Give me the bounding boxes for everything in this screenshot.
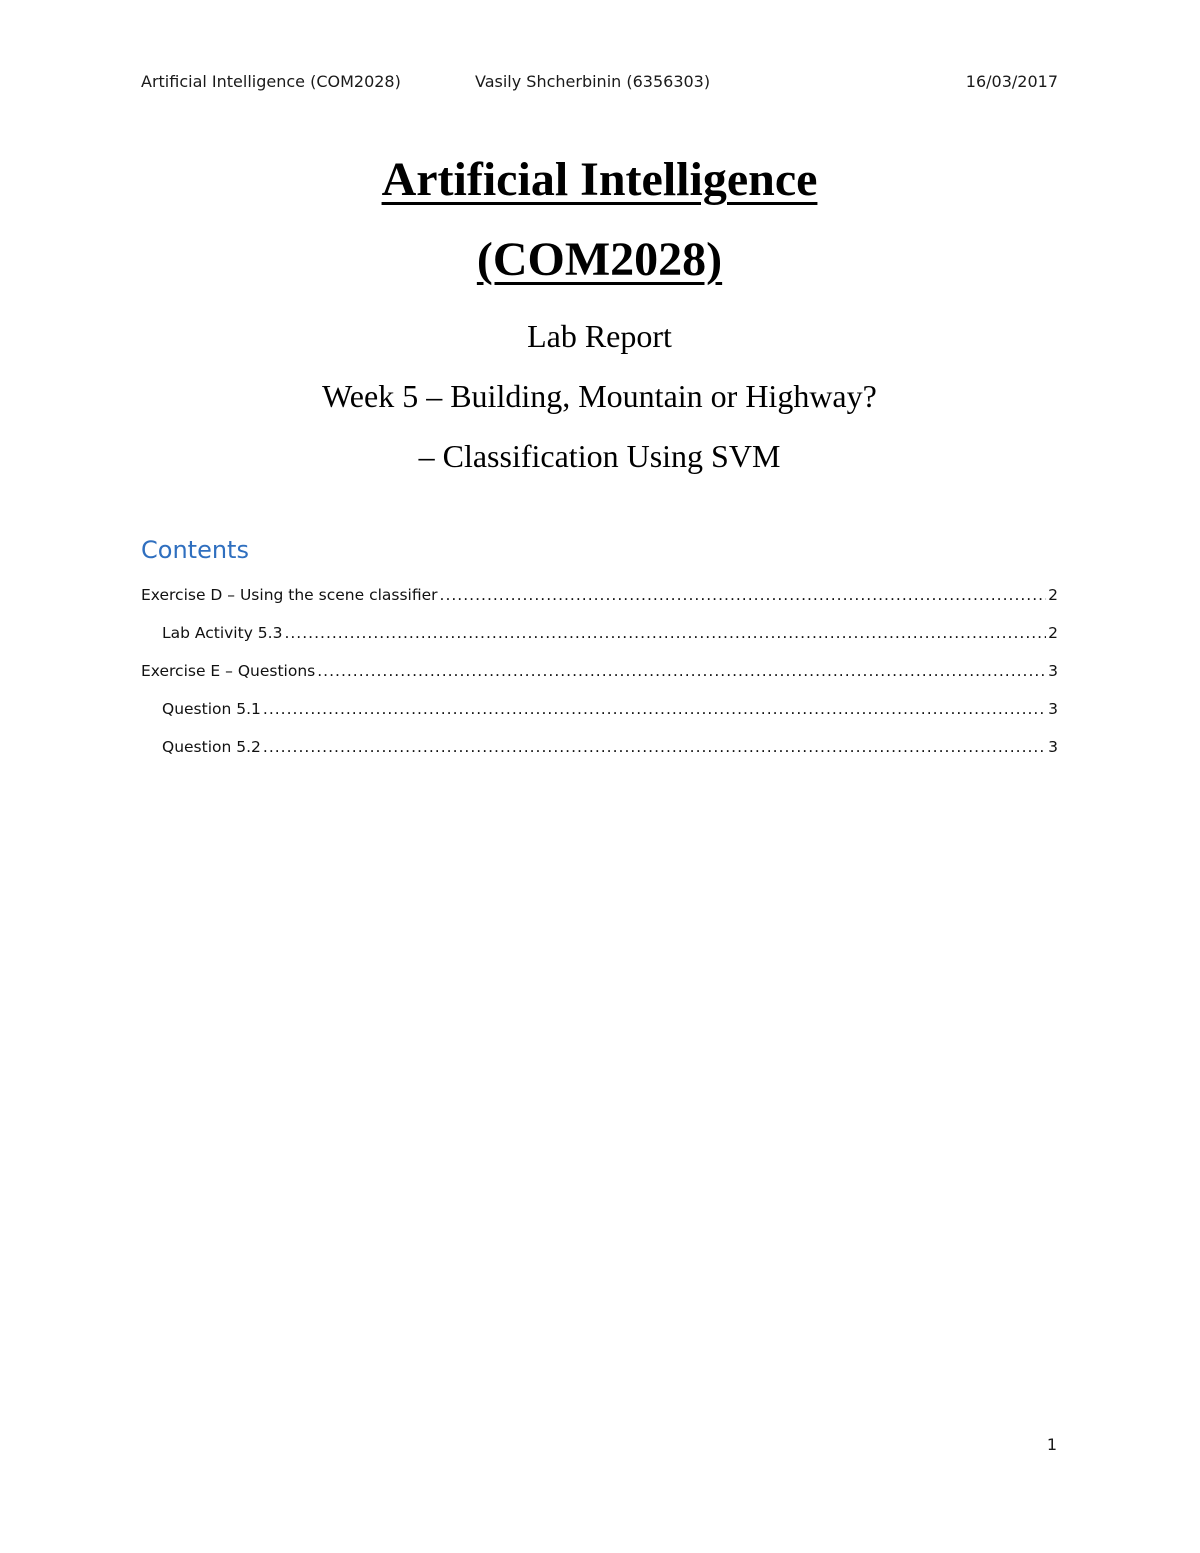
subtitle-classification: – Classification Using SVM (418, 438, 781, 474)
toc-entry-label: Exercise E – Questions (141, 662, 316, 680)
title-block (141, 140, 1058, 486)
table-of-contents (141, 532, 1058, 766)
toc-entry[interactable] (141, 614, 1058, 652)
toc-dot-leader (263, 690, 1046, 728)
toc-entry[interactable] (141, 690, 1058, 728)
title-line-1: Artificial Intelligence (381, 153, 818, 206)
toc-entry-page: 2 (1048, 586, 1058, 604)
toc-dot-leader (263, 728, 1046, 766)
page-number: 1 (1046, 1435, 1057, 1454)
header-course: Artificial Intelligence (COM2028) (141, 72, 401, 91)
toc-dot-leader (284, 614, 1046, 652)
toc-entry-page: 3 (1048, 738, 1058, 756)
toc-dot-leader (317, 652, 1046, 690)
toc-entry-label: Lab Activity 5.3 (162, 624, 283, 642)
toc-entry[interactable] (141, 576, 1058, 614)
toc-entry[interactable] (141, 652, 1058, 690)
toc-entry-page: 2 (1048, 624, 1058, 642)
toc-entry-label: Question 5.2 (162, 738, 261, 756)
toc-entry[interactable] (141, 728, 1058, 766)
toc-entry-page: 3 (1048, 700, 1058, 718)
toc-entry-label: Question 5.1 (162, 700, 261, 718)
toc-heading: Contents (141, 536, 249, 564)
subtitle-lab-report: Lab Report (527, 318, 672, 354)
header-date: 16/03/2017 (965, 72, 1058, 91)
page-header (141, 72, 1058, 98)
toc-entry-page: 3 (1048, 662, 1058, 680)
toc-entry-label: Exercise D – Using the scene classifier (141, 586, 438, 604)
header-author: Vasily Shcherbinin (6356303) (475, 72, 711, 91)
toc-dot-leader (440, 576, 1047, 614)
subtitle-week: Week 5 – Building, Mountain or Highway? (322, 378, 877, 414)
title-line-2: (COM2028) (476, 233, 723, 286)
